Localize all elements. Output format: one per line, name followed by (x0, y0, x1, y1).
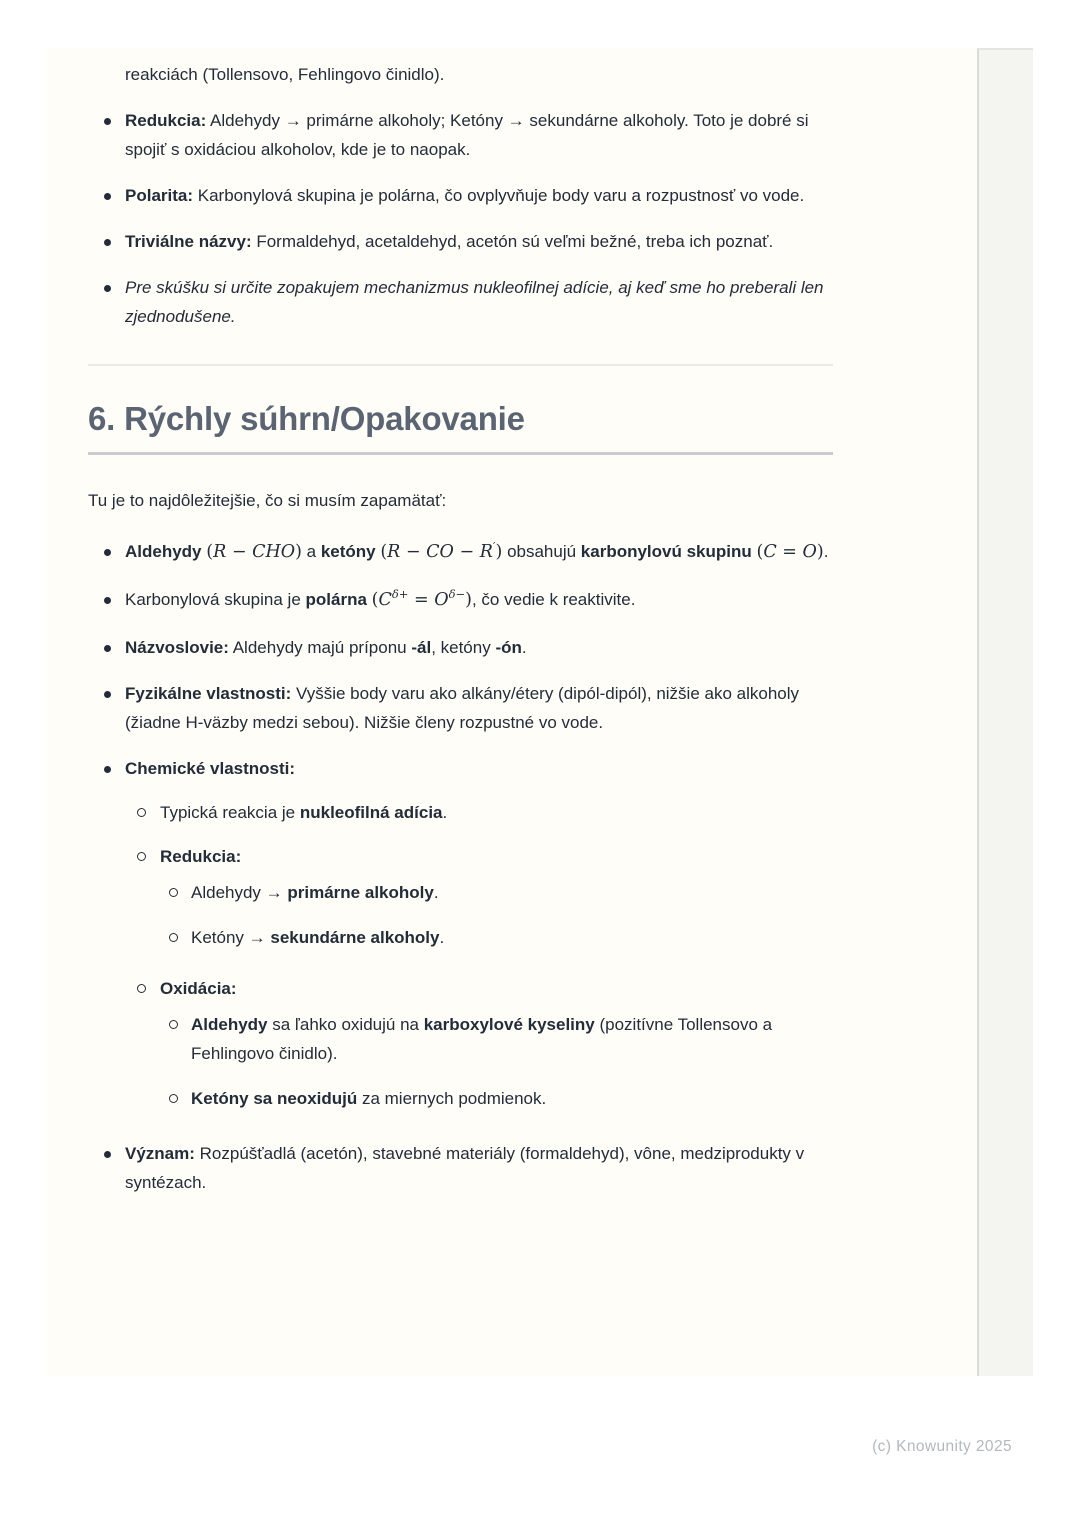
heading-underline (88, 452, 833, 455)
bullet-circle-marker (169, 933, 178, 942)
section-divider (88, 364, 833, 366)
bullet-disc-marker (104, 766, 111, 773)
document-content (88, 54, 833, 1197)
bullet-disc-marker (104, 691, 111, 698)
bullet-disc-marker (104, 549, 111, 556)
list-item-level-3: Ketóny → sekundárne alkoholy. (88, 923, 833, 952)
bullet-disc-marker (104, 1151, 111, 1158)
list-item-level-1: Karbonylová skupina je polárna $(C^{\delta+} = O^{\delta-})$, čo vedie k reaktivite. (88, 585, 833, 616)
bullet-disc-marker (104, 118, 111, 125)
list-item-level-2: Oxidácia: (88, 974, 833, 1003)
list-item-level-1: Redukcia: Aldehydy → primárne alkoholy; Ketóny → sekundárne alkoholy. Toto je dobré si spojiť s oxidáciou alkoholov, kde je to naopak. (88, 106, 833, 164)
math-expression: $(C^{\delta+} = O^{\delta-})$ (371, 587, 472, 610)
paragraph: Tu je to najdôležitejšie, čo si musím zapamätať: (88, 491, 447, 510)
section-heading-group (88, 398, 833, 455)
list-item-level-1: Triviálne názvy: Formaldehyd, acetaldehyd, acetón sú veľmi bežné, treba ich poznať. (88, 227, 833, 256)
bullet-disc-marker (104, 597, 111, 604)
list-item-level-3: Ketóny sa neoxidujú za miernych podmienok. (88, 1084, 833, 1113)
list-item-level-1: Fyzikálne vlastnosti: Vyššie body varu ako alkány/étery (dipól-dipól), nižšie ako alkoholy (žiadne H-väzby medzi sebou). Nižšie členy rozpustné vo vode. (88, 679, 833, 737)
copyright-footer: (c) Knowunity 2025 (872, 1438, 1012, 1455)
list-item-level-2: Redukcia: (88, 842, 833, 871)
bullet-disc-marker (104, 239, 111, 246)
bullet-disc-marker (104, 193, 111, 200)
bullet-circle-marker (137, 852, 146, 861)
list-item-level-1: Polarita: Karbonylová skupina je polárna, čo ovplyvňuje body varu a rozpustnosť vo vode. (88, 181, 833, 210)
bullet-circle-marker (169, 1020, 178, 1029)
bullet-circle-marker (137, 984, 146, 993)
continued-list-text: reakciách (Tollensovo, Fehlingovo činidlo). (125, 65, 445, 84)
bullet-circle-marker (169, 888, 178, 897)
math-expression: (C = O) (756, 542, 824, 562)
bullet-disc-marker (104, 285, 111, 292)
adjacent-page-edge (977, 48, 1033, 1376)
bullet-disc-marker (104, 645, 111, 652)
math-expression: (R − CO − R′) (380, 539, 503, 562)
list-item-level-3: Aldehydy → primárne alkoholy. (88, 878, 833, 907)
list-item-level-1: Názvoslovie: Aldehydy majú príponu -ál, ketóny -ón. (88, 633, 833, 662)
math-expression: (R − CHO) (206, 542, 302, 562)
list-item-level-1: Význam: Rozpúšťadlá (acetón), stavebné materiály (formaldehyd), vône, medziprodukty v syntézach. (88, 1139, 833, 1197)
bullet-circle-marker (169, 1094, 178, 1103)
list-item-level-2: Typická reakcia je nukleofilná adícia. (88, 798, 833, 827)
bullet-circle-marker (137, 808, 146, 817)
list-item-level-1: Aldehydy (R − CHO) a ketóny (R − CO − R′) obsahujú karbonylovú skupinu (C = O). (88, 537, 833, 568)
list-item-level-3: Aldehydy sa ľahko oxidujú na karboxylové kyseliny (pozitívne Tollensovo a Fehlingovo činidlo). (88, 1010, 833, 1068)
section-heading: 6. Rýchly súhrn/Opakovanie (88, 400, 525, 437)
list-item-level-1: Chemické vlastnosti: (88, 754, 833, 783)
note-page-card (47, 48, 977, 1376)
list-item-level-1: Pre skúšku si určite zopakujem mechanizmus nukleofilnej adície, aj keď sme ho preberali len zjednodušene. (88, 273, 833, 331)
